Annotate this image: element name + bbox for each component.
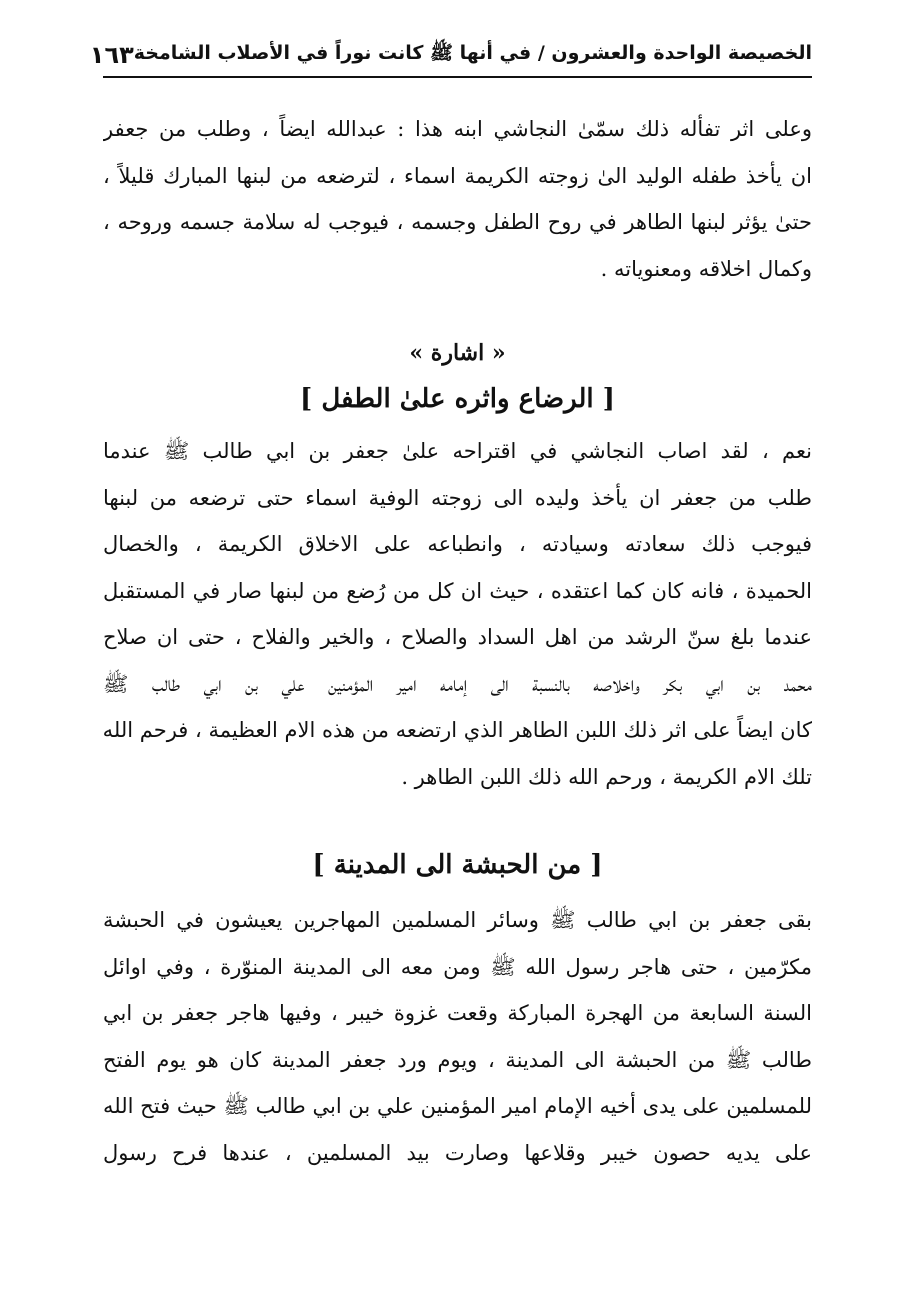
text-line: للمسلمين على يدى أخيه الإمام امير المؤمنين علي بن ابي طالب ﷺ حيث فتح الله [103,1094,812,1118]
page-header [89,34,812,78]
paragraph-3 [103,897,812,1176]
text-line: على يديه حصون خيبر وقلاعها وصارت بيد المسلمين ، عندها فرح رسول [103,1140,812,1165]
text-line: بقى جعفر بن ابي طالب ﷺ وسائر المسلمين المهاجرين يعيشون في الحبشة [103,908,812,932]
text-line: محمد بن ابي بكر واخلاصه بالنسبة الى إمامه امير المؤمنين علي بن ابي طالب ﷺ [103,671,812,696]
text-line: عندما بلغ سنّ الرشد من اهل السداد والصلاح ، والخير والفلاح ، حتى ان صلاح [103,625,812,649]
text-line: طالب ﷺ من الحبشة الى المدينة ، ويوم ورد جعفر المدينة كان هو يوم الفتح [103,1047,812,1072]
text-line: تلك الام الكريمة ، ورحم الله ذلك اللبن الطاهر . [401,764,812,789]
text-line: السنة السابعة من الهجرة المباركة وقعت غزوة خيبر ، وفيها هاجر جعفر بن ابي [103,1001,812,1025]
paragraph-2 [103,428,812,800]
section-title: [ من الحبشة الى المدينة ] [312,850,603,880]
text-line: حتىٰ يؤثر لبنها الطاهر في روح الطفل وجسمه ، فيوجب له سلامة جسمه وروحه ، [103,210,812,234]
text-line: طلب من جعفر ان يأخذ وليده الى زوجته الوفية اسماء حتى ترضعه من لبنها [103,485,812,510]
text-line: وكمال اخلاقه ومعنوياته . [600,256,812,281]
text-line: نعم ، لقد اصاب النجاشي في اقتراحه علىٰ جعفر بن ابي طالب ﷺ عندما [103,439,812,463]
text-line: كان ايضاً على اثر ذلك اللبن الطاهر الذي ارتضعه من هذه الام العظيمة ، فرحم الله [103,718,812,742]
running-title: الخصيصة الواحدة والعشرون / في أنها ﷺ كانت نوراً في الأصلاب الشامخة [133,42,812,64]
section-label: « اشارة » [409,340,506,366]
text-line: مكرّمين ، حتى هاجر رسول الله ﷺ ومن معه الى المدينة المنوّرة ، وفي اوائل [103,954,812,979]
text-line: فيوجب ذلك سعادته وسيادته ، وانطباعه على الاخلاق الكريمة ، والخصال [103,532,812,556]
text-line: ان يأخذ طفله الوليد الىٰ زوجته الكريمة اسماء ، لترضعه من لبنها المبارك قليلاً ، [103,163,812,188]
text-line: وعلى اثر تفأله ذلك سمّىٰ النجاشي ابنه هذا : عبدالله ايضاً ، وطلب من جعفر [103,117,812,141]
paragraph-1 [103,106,812,292]
text-line: الحميدة ، فانه كان كما اعتقده ، حيث ان كل من رُضع من لبنها صار في المستقبل [103,578,812,603]
page-number: ١٦٣ [89,41,134,69]
section-title: [ الرضاع واثره علىٰ الطفل ] [300,384,615,414]
